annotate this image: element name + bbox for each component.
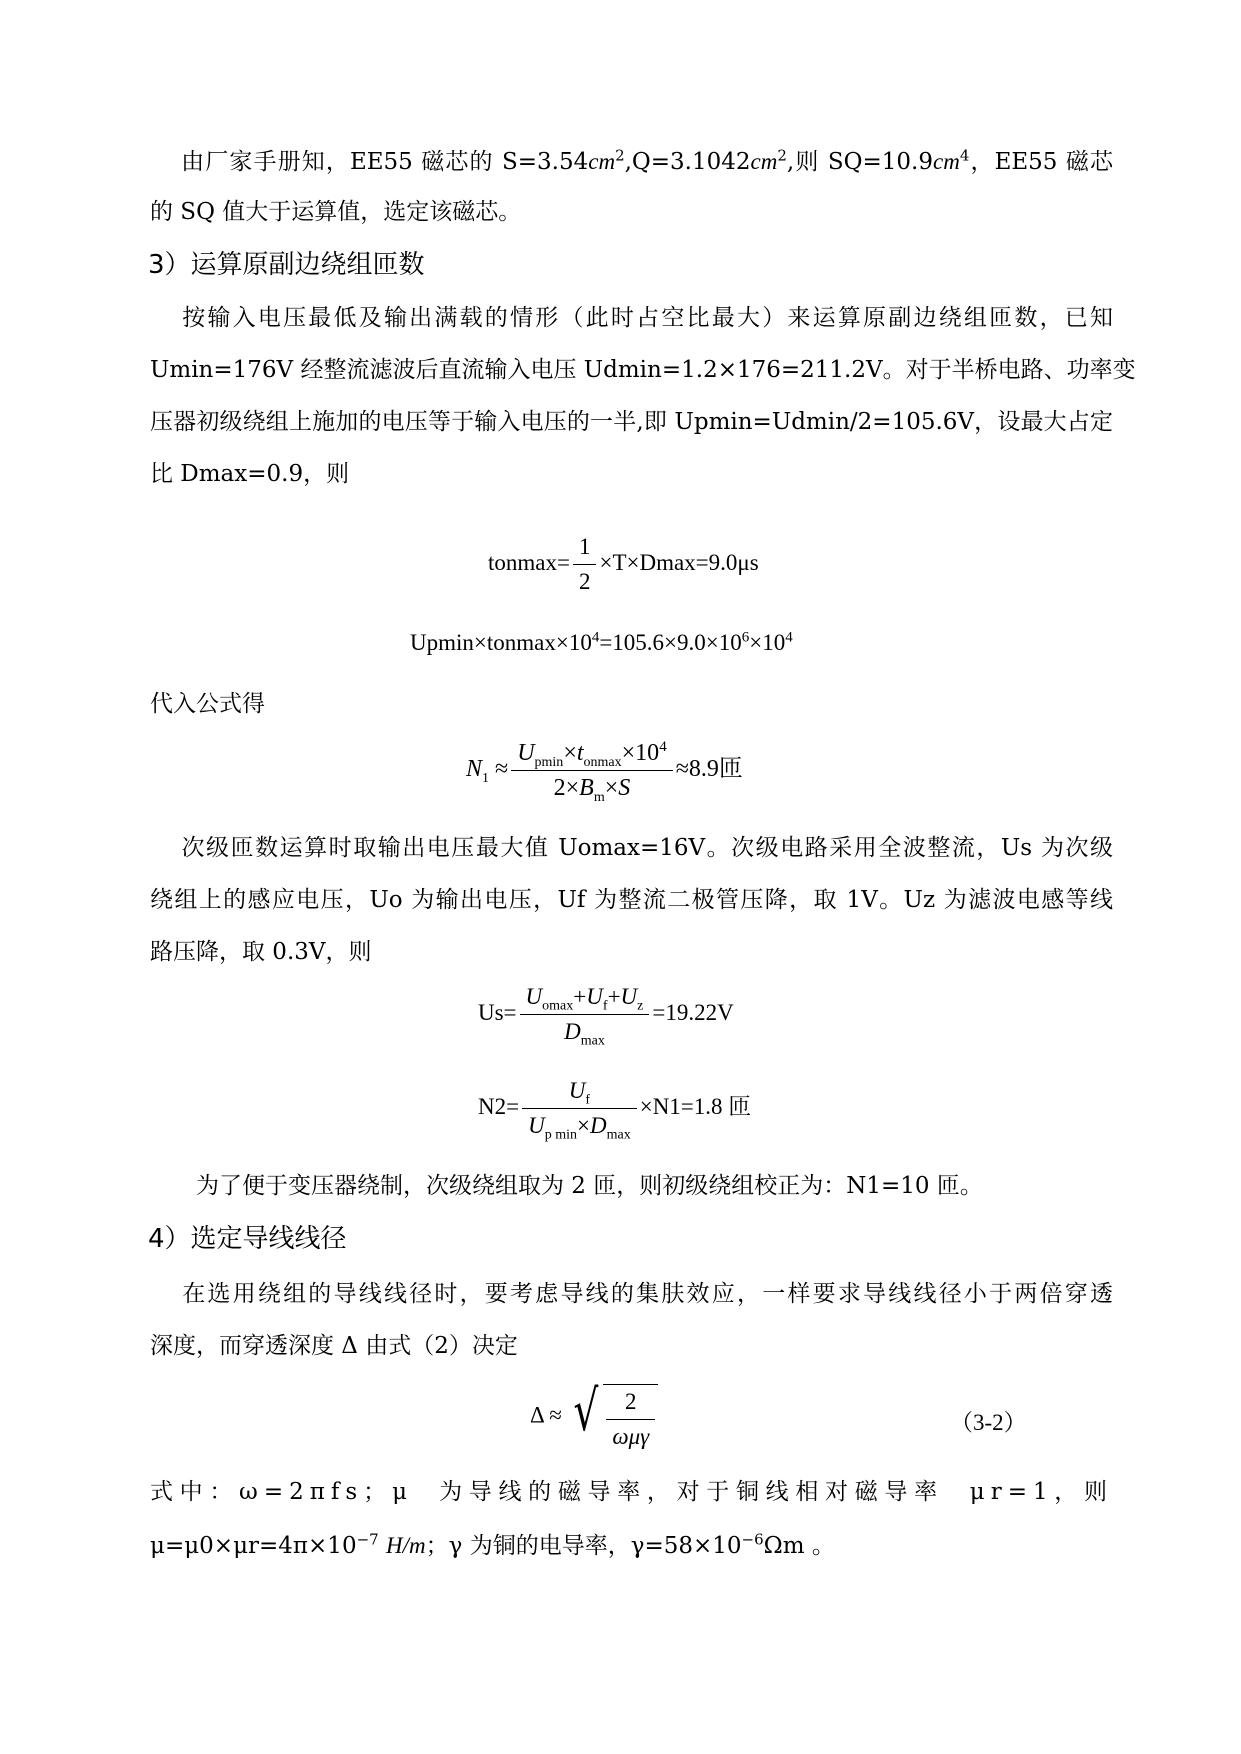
denominator bbox=[522, 1109, 637, 1143]
denominator: ωμγ bbox=[612, 1424, 650, 1449]
equation-delta bbox=[530, 1380, 658, 1454]
superscript: −6 bbox=[741, 1530, 764, 1549]
eq-symbol: U bbox=[568, 1078, 586, 1103]
denominator: 2 bbox=[578, 569, 591, 594]
fraction bbox=[520, 980, 650, 1049]
text: ,Q=3.1042 bbox=[624, 149, 751, 175]
subscript: max bbox=[580, 1033, 605, 1049]
text: + bbox=[573, 984, 587, 1009]
text: 2× bbox=[553, 775, 580, 801]
numerator bbox=[511, 736, 673, 770]
subscript: omax bbox=[542, 998, 574, 1014]
numerator bbox=[520, 980, 650, 1014]
eq-symbol: Δ bbox=[530, 1402, 544, 1428]
fraction bbox=[511, 736, 673, 805]
text: Upmin×tonmax×10 bbox=[410, 630, 592, 655]
paragraph-2-line-1 bbox=[150, 302, 1113, 334]
eq-lhs: tonmax= bbox=[488, 549, 570, 575]
eq-rhs: ≈8.9匝 bbox=[675, 756, 743, 783]
numerator: 1 bbox=[578, 534, 591, 559]
equation-us bbox=[478, 980, 734, 1049]
text: + bbox=[607, 984, 621, 1009]
superscript: 2 bbox=[777, 146, 787, 165]
subscript: p min bbox=[544, 1127, 577, 1143]
paragraph-6-line-1 bbox=[150, 1278, 1113, 1310]
eq-lhs: Us= bbox=[478, 999, 517, 1025]
eq-symbol: U bbox=[586, 984, 603, 1009]
text: μ=μ0×μr=4π×10 bbox=[150, 1533, 357, 1559]
unit: cm bbox=[588, 149, 616, 174]
text: ，EE55 磁芯 bbox=[969, 149, 1113, 175]
denominator bbox=[558, 1015, 611, 1049]
paragraph-4-line-2: 绕组上的感应电压，Uo 为输出电压，Uf 为整流二极管压降，取 1V。Uz 为滤波电感等线 bbox=[150, 887, 1113, 913]
paragraph-7-line-1: 式中：ω=2πfs；μ 为导线的磁导率，对于铜线相对磁导率 μr=1，则 bbox=[150, 1479, 1113, 1505]
eq-symbol: U bbox=[517, 740, 535, 766]
subscript: z bbox=[637, 998, 644, 1014]
square-root bbox=[568, 1380, 659, 1454]
paragraph-4-line-3: 路压降，取 0.3V，则 bbox=[150, 939, 372, 965]
superscript: 6 bbox=[741, 629, 750, 646]
paragraph-6-line-2: 深度，而穿透深度 Δ 由式（2）决定 bbox=[150, 1333, 518, 1359]
text: 在选用绕组的导线线径时，要考虑导线的集肤效应，一样要求导线线径小于两倍穿透 bbox=[180, 1281, 1113, 1307]
paragraph-2-line-3: 压器初级绕组上施加的电压等于输入电压的一半,即 Upmin=Udmin/2=105.6V，设最大占定 bbox=[150, 409, 1113, 435]
eq-symbol: U bbox=[620, 984, 638, 1009]
section-heading-3: 3）运算原副边绕组匝数 bbox=[148, 250, 425, 280]
denominator bbox=[548, 771, 637, 805]
paragraph-1-line-2: 的 SQ 值大于运算值，选定该磁芯。 bbox=[150, 199, 522, 225]
unit: H/m bbox=[386, 1533, 426, 1558]
text: 由厂家手册知，EE55 磁芯的 S=3.54 bbox=[180, 149, 589, 175]
eq-rhs: ×T×Dmax=9.0μs bbox=[599, 549, 759, 575]
superscript: 2 bbox=[615, 146, 625, 165]
eq-symbol: U bbox=[528, 1113, 545, 1138]
text: × bbox=[577, 1113, 590, 1138]
paragraph-3: 代入公式得 bbox=[150, 691, 265, 717]
paragraph-1-line-1 bbox=[150, 146, 1113, 178]
text: × bbox=[604, 775, 619, 801]
subscript: max bbox=[606, 1127, 631, 1143]
eq-lhs: N2= bbox=[478, 1093, 520, 1119]
text: Ωm 。 bbox=[763, 1533, 835, 1559]
text: ×10 bbox=[749, 630, 786, 655]
eq-rhs: =19.22V bbox=[652, 999, 734, 1025]
fraction bbox=[573, 530, 597, 599]
subscript: m bbox=[593, 789, 605, 805]
subscript: f bbox=[585, 1092, 591, 1108]
text: ,则 SQ=10.9 bbox=[786, 149, 933, 175]
numerator bbox=[563, 1074, 596, 1108]
text: 次级匝数运算时取输出电压最大值 Uomax=16V。次级电路采用全波整流，Us 为次级 bbox=[180, 835, 1113, 861]
paragraph-4-line-1 bbox=[150, 832, 1113, 864]
numerator: 2 bbox=[625, 1389, 637, 1414]
subscript: 1 bbox=[482, 770, 490, 786]
superscript: 4 bbox=[959, 146, 970, 165]
text: × bbox=[563, 740, 577, 766]
eq-symbol: D bbox=[564, 1019, 581, 1044]
radicand bbox=[603, 1384, 658, 1454]
section-heading-4: 4）选定导线线径 bbox=[148, 1224, 347, 1254]
text: 按输入电压最低及输出满载的情形（此时占空比最大）来运算原副边绕组匝数，已知 bbox=[180, 305, 1113, 331]
paragraph-2-line-2: Umin=176V 经整流滤波后直流输入电压 Udmin=1.2×176=211.2V。对于半桥电路、功率变 bbox=[150, 357, 1136, 383]
eq-symbol: D bbox=[589, 1113, 607, 1138]
superscript: 4 bbox=[591, 629, 600, 646]
paragraph-7-line-2 bbox=[150, 1530, 835, 1562]
eq-symbol: U bbox=[525, 984, 543, 1009]
approx-sign: ≈ bbox=[495, 756, 509, 783]
superscript: 4 bbox=[785, 629, 793, 646]
subscript: onmax bbox=[583, 754, 622, 770]
superscript: 4 bbox=[659, 739, 667, 755]
radical-sign: √ bbox=[573, 1379, 598, 1444]
eq-symbol: B bbox=[579, 775, 594, 801]
paragraph-2-line-4: 比 Dmax=0.9，则 bbox=[150, 461, 350, 487]
subscript: f bbox=[602, 998, 608, 1014]
unit: cm bbox=[750, 149, 778, 174]
subscript: pmin bbox=[534, 754, 564, 770]
equation-n1 bbox=[466, 736, 743, 805]
equation-upmin-product bbox=[410, 630, 793, 656]
text: =105.6×9.0×10 bbox=[599, 630, 742, 655]
unit: cm bbox=[932, 149, 960, 174]
text: ；γ 为铜的电导率，γ=58×10 bbox=[425, 1533, 742, 1559]
fraction bbox=[606, 1385, 655, 1454]
eq-symbol: t bbox=[576, 740, 584, 766]
equation-label: （3-2） bbox=[950, 1410, 1027, 1435]
eq-symbol: N bbox=[466, 756, 483, 783]
eq-symbol: S bbox=[618, 775, 631, 801]
fraction bbox=[522, 1074, 637, 1143]
text: ×10 bbox=[621, 740, 660, 766]
equation-n2 bbox=[478, 1074, 751, 1143]
approx-sign: ≈ bbox=[549, 1402, 562, 1428]
equation-tonmax bbox=[488, 530, 759, 599]
paragraph-5 bbox=[150, 1170, 983, 1202]
superscript: −7 bbox=[356, 1530, 379, 1549]
eq-rhs: ×N1=1.8 匝 bbox=[639, 1093, 752, 1119]
text: 为了便于变压器绕制，次级绕组取为 2 匝，则初级绕组校正为：N1=10 匝。 bbox=[196, 1173, 983, 1199]
